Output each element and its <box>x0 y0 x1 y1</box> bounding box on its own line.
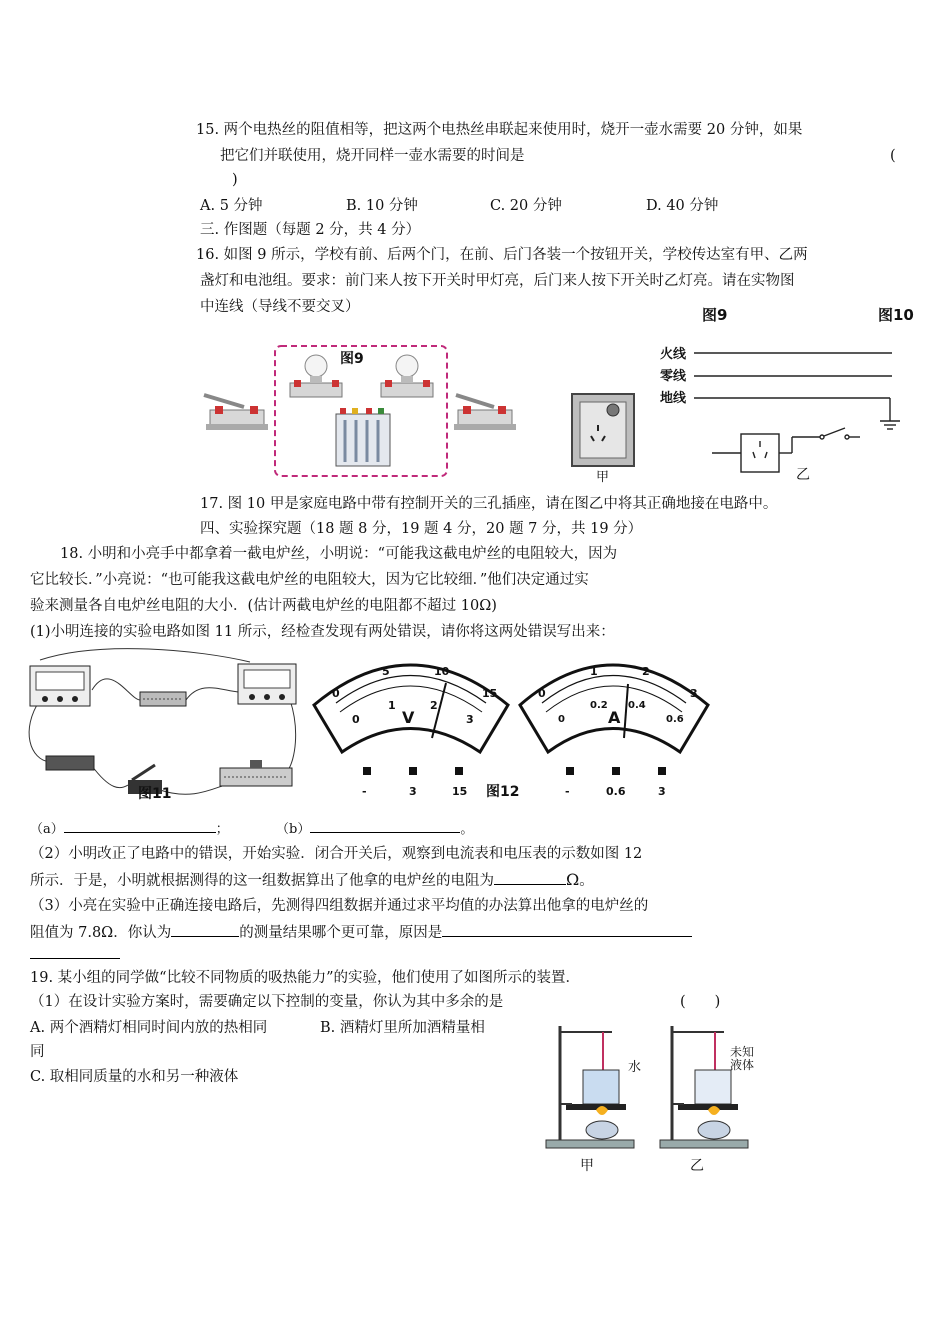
v-outer-10: 10 <box>434 665 450 678</box>
apparatus-jia <box>546 1026 634 1148</box>
voltmeter-symbol: V <box>402 708 415 727</box>
answer-b-label: （b） <box>276 822 311 837</box>
a-outer-3: 3 <box>690 687 698 700</box>
v-outer-5: 5 <box>382 665 390 678</box>
answer-a-end: ； <box>215 822 229 837</box>
q18-line2: 它比较长．”小亮说：“也可能我这截电炉丝的电阻较大，因为它比较细．”他们决定通过实 <box>30 572 589 588</box>
q16-line1: 16. 如图 9 所示，学校有前、后两个门，在前、后门各装一个按钮开关，学校传达室有甲、乙两 <box>196 247 808 263</box>
water-label: 水 <box>628 1060 642 1075</box>
q15-line1: 15. 两个电热丝的阻值相等，把这两个电热丝串联起来使用时，烧开一壶水需要 20 分钟，如果 <box>196 122 803 138</box>
q15-option-a: A. 5 分钟 <box>200 198 263 214</box>
wiring-yi-label: 乙 <box>796 467 810 483</box>
figure-9-inner-caption: 图9 <box>340 351 364 367</box>
q18-part2-text: 所示．于是，小明就根据测得的这一组数据算出了他拿的电炉丝的电阻为 <box>30 873 494 889</box>
answer-a-label: （a） <box>30 822 64 837</box>
q15-option-b: B. 10 分钟 <box>346 198 418 214</box>
figure-12-caption: 图12 <box>486 784 520 800</box>
v-inner-3: 3 <box>466 713 474 726</box>
q19-line1: 19. 某小组的同学做“比较不同物质的吸热能力”的实验，他们使用了如图所示的装置． <box>30 970 580 986</box>
a-inner-06: 0.6 <box>666 714 684 725</box>
a-terminal-3: 3 <box>658 785 666 798</box>
a-inner-0: 0 <box>558 714 565 725</box>
q19-option-b: B. 酒精灯里所加酒精量相 <box>320 1020 485 1036</box>
v-terminal-3: 3 <box>409 785 417 798</box>
v-outer-0: 0 <box>332 687 340 700</box>
q19-paren: ( ) <box>680 994 721 1010</box>
q15-line2: 把它们并联使用，烧开同样一壶水需要的时间是 <box>220 148 525 164</box>
q18-line3: 验来测量各自电炉丝电阻的大小．(估计两截电炉丝的电阻都不超过 10Ω) <box>30 598 497 614</box>
v-outer-15: 15 <box>482 687 498 700</box>
ammeter-symbol: A <box>608 708 621 727</box>
ohm-unit: Ω <box>566 870 580 889</box>
q18-part2-end: 。 <box>579 873 594 889</box>
apparatus-yi-label: 乙 <box>690 1158 704 1174</box>
q15-paren-open: ( <box>890 148 896 164</box>
figure-10-caption: 图10 <box>878 306 914 324</box>
apparatus-jia-label: 甲 <box>580 1158 594 1174</box>
section-4-heading: 四、实验探究题（18 题 8 分，19 题 4 分，20 题 7 分，共 19 分） <box>200 521 643 537</box>
q18-part2-line1: （2）小明改正了电路中的错误，开始实验．闭合开关后，观察到电流表和电压表的示数如图 12 <box>30 846 643 862</box>
v-terminal-neg: - <box>362 785 367 798</box>
a-outer-1: 1 <box>590 665 598 678</box>
a-outer-2: 2 <box>642 665 650 678</box>
v-terminal-15: 15 <box>452 785 468 798</box>
q19-line2: （1）在设计实验方案时，需要确定以下控制的变量，你认为其中多余的是 <box>30 994 504 1010</box>
q19-option-c: C. 取相同质量的水和另一种液体 <box>30 1069 239 1085</box>
q18-part1: (1)小明连接的实验电路如图 11 所示，经检查发现有两处错误，请你将这两处错误写出来： <box>30 624 615 640</box>
figure-9-caption: 图9 <box>702 306 728 324</box>
neutral-wire-label: 零线 <box>660 369 687 384</box>
v-inner-0: 0 <box>352 713 360 726</box>
q15-option-d: D. 40 分钟 <box>646 198 719 214</box>
unknown-liquid-label-2: 液体 <box>730 1058 755 1072</box>
q19-option-b-cont: 同 <box>30 1044 45 1060</box>
q18-part3-text-b: 的测量结果哪个更可靠，原因是 <box>239 925 443 941</box>
socket-jia-label: 甲 <box>596 470 610 485</box>
q15-option-c: C. 20 分钟 <box>490 198 562 214</box>
q16-line3: 中连线（导线不要交叉） <box>200 299 360 315</box>
unknown-liquid-label-1: 未知 <box>730 1045 755 1059</box>
ground-wire-label: 地线 <box>660 391 687 406</box>
section-3-heading: 三. 作图题（每题 2 分，共 4 分） <box>200 222 421 238</box>
a-inner-02: 0.2 <box>590 700 608 711</box>
q18-line1: 18. 小明和小亮手中都拿着一截电炉丝，小明说：“可能我这截电炉丝的电阻较大，因为 <box>60 546 618 562</box>
a-terminal-06: 0.6 <box>606 785 626 798</box>
a-inner-04: 0.4 <box>628 700 646 711</box>
answer-b-end: 。 <box>460 822 474 837</box>
v-inner-1: 1 <box>388 699 396 712</box>
q18-part3-text-a: 阻值为 7.8Ω．你认为 <box>30 925 172 941</box>
q16-line2: 盏灯和电池组。要求：前门来人按下开关时甲灯亮，后门来人按下开关时乙灯亮。请在实物图 <box>200 273 795 289</box>
a-terminal-neg: - <box>565 785 570 798</box>
q17-text: 17. 图 10 甲是家庭电路中带有控制开关的三孔插座，请在图乙中将其正确地接在电路中。 <box>200 496 778 512</box>
live-wire-label: 火线 <box>660 347 687 362</box>
q19-option-a: A. 两个酒精灯相同时间内放的热相同 <box>30 1020 268 1036</box>
a-outer-0: 0 <box>538 687 546 700</box>
figure-11-caption: 图11 <box>138 786 172 802</box>
q15-paren-close: ) <box>232 172 238 188</box>
q18-part3-line1: （3）小亮在实验中正确连接电路后，先测得四组数据并通过求平均值的办法算出他拿的电炉丝的 <box>30 898 649 914</box>
v-inner-2: 2 <box>430 699 438 712</box>
